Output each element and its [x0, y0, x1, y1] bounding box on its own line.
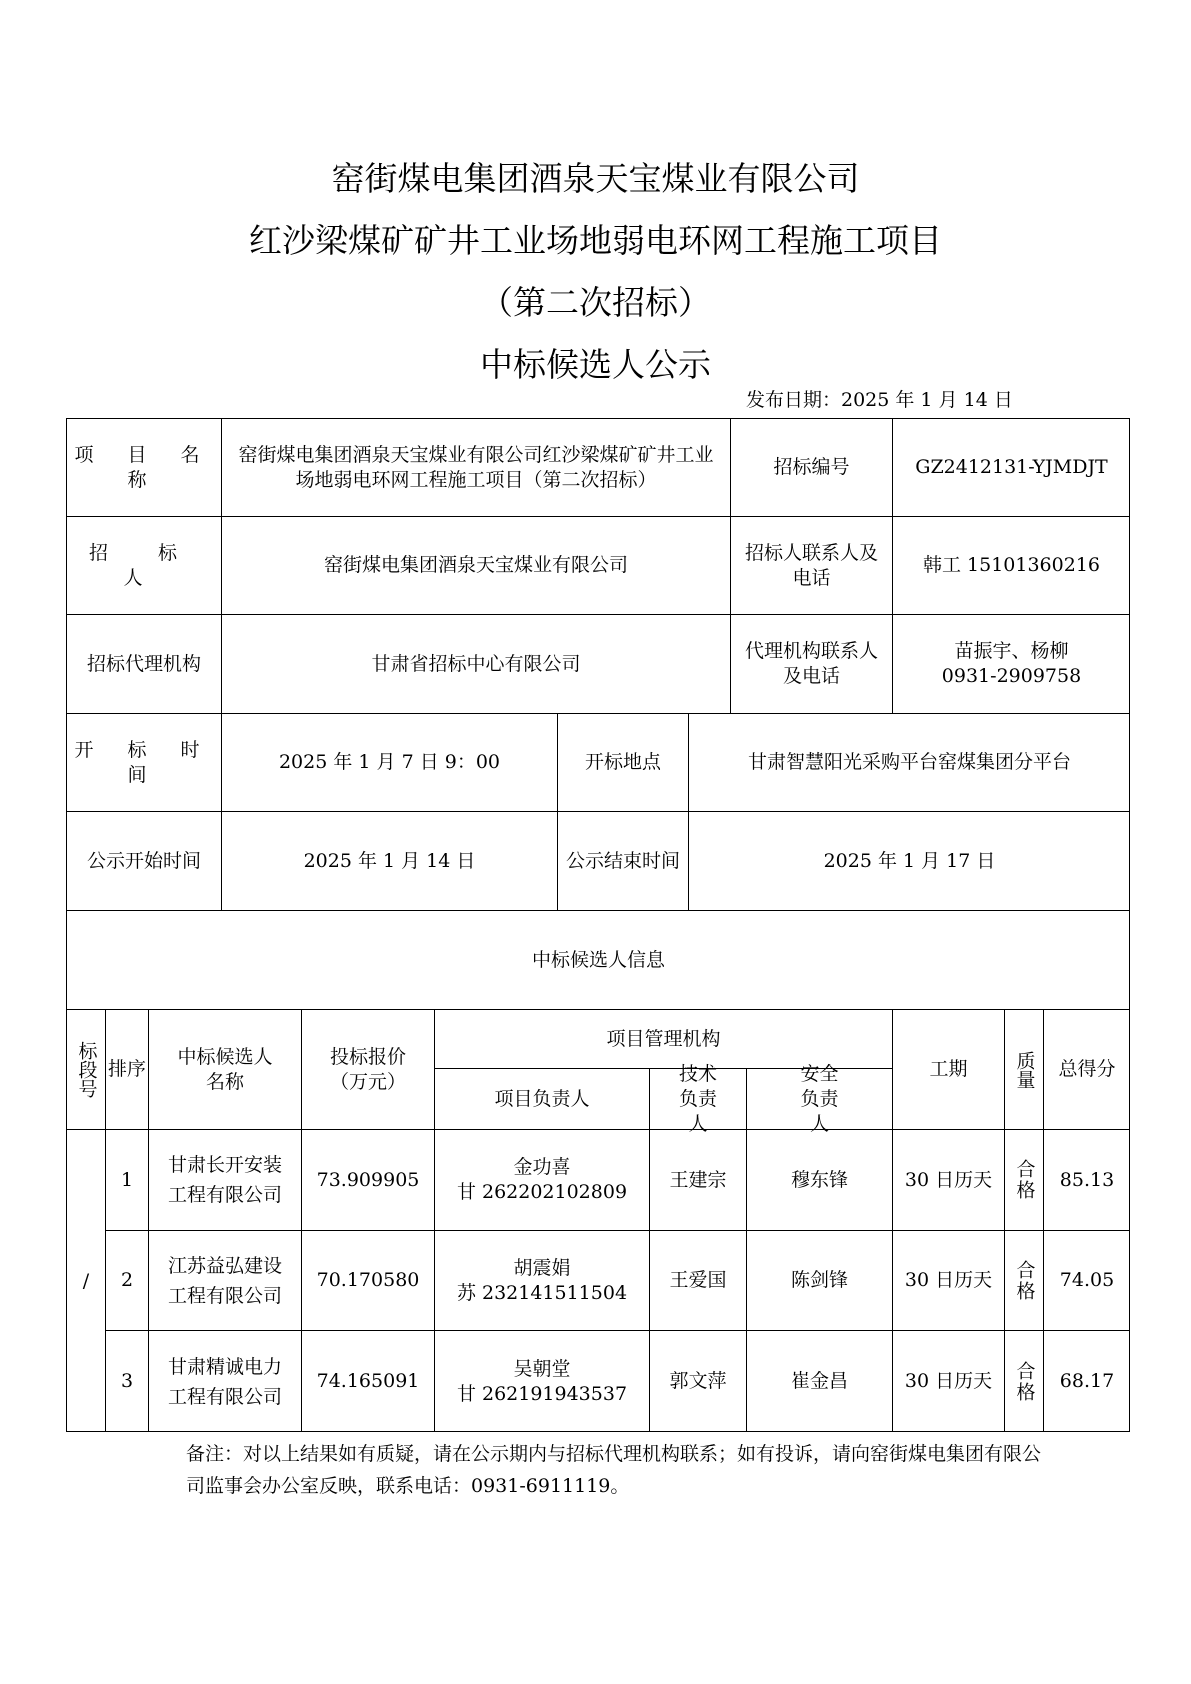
agency-contact-label: 代理机构联系人及电话: [731, 615, 893, 714]
candidate-technical-lead: 郭文萍: [650, 1331, 747, 1432]
pm-certificate: 苏 232141511504: [456, 1281, 628, 1304]
project-name-label: 项 目 名 称: [67, 419, 222, 517]
candidate-safety-lead: 穆东锋: [747, 1130, 893, 1231]
tenderer-contact-label: 招标人联系人及电话: [731, 517, 893, 615]
title-line-notice: 中标候选人公示: [480, 345, 711, 384]
open-place-value: 甘肃智慧阳光采购平台窑煤集团分平台: [689, 714, 1130, 812]
tenderer-contact-value: 韩工 15101360216: [893, 517, 1130, 615]
pm-certificate: 甘 262202102809: [456, 1181, 628, 1203]
header-project-manager: 项目负责人: [435, 1069, 650, 1130]
notice-table: [66, 418, 1130, 1432]
open-place-label: 开标地点: [558, 714, 689, 812]
publicity-end-value: 2025 年 1 月 17 日: [689, 812, 1130, 911]
header-bid-price: 投标报价（万元）: [302, 1010, 435, 1130]
candidate-name: 甘肃长开安装工程有限公司: [149, 1130, 302, 1231]
candidate-price: 74.165091: [302, 1331, 435, 1432]
agency-label: 招标代理机构: [67, 615, 222, 714]
candidate-name: 江苏益弘建设工程有限公司: [149, 1231, 302, 1331]
candidate-quality: 合格: [1005, 1231, 1044, 1331]
footnote-remarks: 备注：对以上结果如有质疑，请在公示期内与招标代理机构联系；如有投诉，请向窑街煤电集团有限公司监事会办公室反映，联系电话：0931-6911119。: [186, 1443, 1042, 1497]
candidate-quality: 合格: [1005, 1130, 1044, 1231]
publicity-end-label: 公示结束时间: [558, 812, 689, 911]
title-line-round: （第二次招标）: [480, 283, 711, 322]
open-time-value: 2025 年 1 月 7 日 9：00: [222, 714, 558, 812]
bid-number-label: 招标编号: [731, 419, 893, 517]
pm-certificate: 甘 262191943537: [456, 1382, 628, 1405]
candidate-rank: 2: [106, 1231, 149, 1331]
section-number-value: /: [67, 1130, 106, 1432]
pm-name: 金功喜: [513, 1156, 571, 1178]
header-rank: 排序: [106, 1010, 149, 1130]
candidate-safety-lead: 陈剑锋: [747, 1231, 893, 1331]
title-line-company: 窑街煤电集团酒泉天宝煤业有限公司: [331, 159, 860, 198]
header-period: 工期: [893, 1010, 1005, 1130]
candidate-quality: 合格: [1005, 1331, 1044, 1432]
candidate-project-manager: [435, 1231, 650, 1331]
candidate-name: 甘肃精诚电力工程有限公司: [149, 1331, 302, 1432]
candidate-rank: 3: [106, 1331, 149, 1432]
publicity-start-value: 2025 年 1 月 14 日: [222, 812, 558, 911]
pm-name: 吴朝堂: [513, 1357, 571, 1380]
candidate-rank: 1: [106, 1130, 149, 1231]
header-quality: 质量: [1005, 1010, 1044, 1130]
candidate-technical-lead: 王爱国: [650, 1231, 747, 1331]
candidate-technical-lead: 王建宗: [650, 1130, 747, 1231]
candidate-score: 74.05: [1044, 1231, 1130, 1331]
project-name-value: 窑街煤电集团酒泉天宝煤业有限公司红沙梁煤矿矿井工业场地弱电环网工程施工项目（第二次招标）: [222, 419, 731, 517]
publish-date: 发布日期：2025 年 1 月 14 日: [746, 389, 1013, 411]
header-candidate-name: 中标候选人名称: [149, 1010, 302, 1130]
bid-number-value: GZ2412131-YJMDJT: [893, 419, 1130, 517]
header-project-org: 项目管理机构: [435, 1010, 893, 1069]
header-safety-lead: 安全负责人: [747, 1069, 893, 1130]
tenderer-value: 窑街煤电集团酒泉天宝煤业有限公司: [222, 517, 731, 615]
candidate-period: 30 日历天: [893, 1231, 1005, 1331]
pm-name: 胡震娟: [513, 1256, 571, 1279]
header-total-score: 总得分: [1044, 1010, 1130, 1130]
candidate-score: 85.13: [1044, 1130, 1130, 1231]
agency-contact-value: 苗振宇、杨柳 0931-2909758: [893, 615, 1130, 714]
publicity-start-label: 公示开始时间: [67, 812, 222, 911]
header-technical-lead: 技术负责人: [650, 1069, 747, 1130]
candidate-period: 30 日历天: [893, 1130, 1005, 1231]
document-title-block: [0, 148, 1191, 396]
candidate-score: 68.17: [1059, 1370, 1115, 1392]
candidate-project-manager: [435, 1130, 650, 1231]
candidate-price: 73.909905: [302, 1130, 435, 1231]
agency-value: 甘肃省招标中心有限公司: [222, 615, 731, 714]
candidate-project-manager: [435, 1331, 650, 1432]
header-section-number: 标段号: [67, 1010, 106, 1130]
candidates-section-title: 中标候选人信息: [67, 911, 1130, 1010]
candidate-period: 30 日历天: [893, 1331, 1005, 1432]
candidate-safety-lead: 崔金昌: [747, 1331, 893, 1432]
tenderer-label: 招 标 人: [67, 517, 222, 615]
title-line-project: 红沙梁煤矿矿井工业场地弱电环网工程施工项目: [249, 221, 942, 260]
open-time-label: 开 标 时 间: [67, 714, 222, 812]
candidate-price: 70.170580: [302, 1231, 435, 1331]
